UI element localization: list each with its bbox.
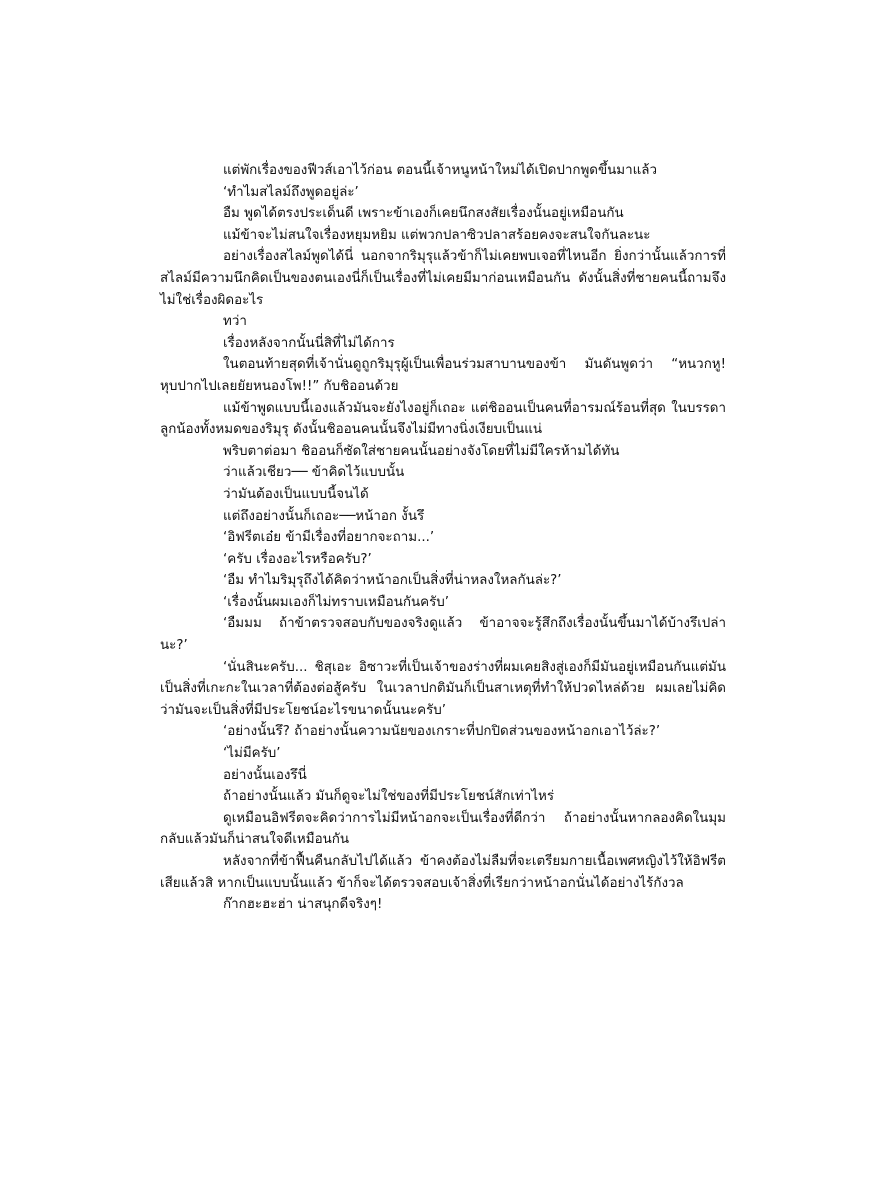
paragraph: ‘ครับ เรื่องอะไรหรือครับ?’ — [223, 551, 372, 567]
paragraph: อืม พูดได้ตรงประเด็นดี เพราะข้าเองก็เคยนึกสงสัยเรื่องนั้นอยู่เหมือนกัน — [223, 206, 624, 222]
paragraph: แม้ข้าพูดแบบนี้เองแล้วมันจะยังไงอยู่ก็เถอะ แต่ชิออนเป็นคนที่อารมณ์ร้อนที่สุด ในบรรดาลูกน้องทั้งหมดของริมุรุ ดังนั้นชิออนคนนั้นจึงไม่มีทางนิ่งเงียบเป็นแน่ — [160, 400, 726, 438]
paragraph: ว่ามันต้องเป็นแบบนี้จนได้ — [223, 486, 369, 502]
paragraph: เรื่องหลังจากนั้นนี่สิที่ไม่ได้การ — [223, 335, 395, 351]
paragraph: ‘อย่างนั้นรึ? ถ้าอย่างนั้นความนัยของเกราะที่ปกปิดส่วนของหน้าอกเอาไว้ล่ะ?’ — [223, 724, 661, 740]
paragraph: ก๊ากฮะฮะฮ่า น่าสนุกดีจริงๆ! — [223, 897, 383, 913]
paragraph: ถ้าอย่างนั้นแล้ว มันก็ดูจะไม่ใช่ของที่มีประโยชน์สักเท่าไหร่ — [223, 789, 555, 805]
paragraph: อย่างนั้นเองรึนี่ — [223, 767, 307, 783]
paragraph: ‘อิฟรีตเอ๋ย ข้ามีเรื่องที่อยากจะถาม...’ — [223, 530, 435, 546]
paragraph: ‘เรื่องนั้นผมเองก็ไม่ทราบเหมือนกันครับ’ — [223, 594, 450, 610]
paragraph: ดูเหมือนอิฟรีตจะคิดว่าการไม่มีหน้าอกจะเป็นเรื่องที่ดีกว่า ถ้าอย่างนั้นหากลองคิดในมุมกลับแล้วมันก็น่าสนใจดีเหมือนกัน — [160, 810, 726, 848]
paragraph: อย่างเรื่องสไลม์พูดได้นี่ นอกจากริมุรุแล้วข้าก็ไม่เคยพบเจอที่ไหนอีก ยิ่งกว่านั้นแล้วการที่สไลม์มีความนึกคิดเป็นของตนเองนี่ก็เป็นเรื่องที่ไม่เคยมีมาก่อนเหมือนกัน ดังนั้นสิ่งที่ชายคนนี้ถามจึงไม่ใช่เรื่องผิดอะไร — [160, 249, 726, 308]
paragraph: ทว่า — [223, 314, 247, 330]
paragraph: ‘ทำไมสไลม์ถึงพูดอยู่ล่ะ’ — [223, 184, 359, 200]
paragraph: ‘อืมมม ถ้าข้าตรวจสอบกับของจริงดูแล้ว ข้าอาจจะรู้สึกถึงเรื่องนั้นขึ้นมาได้บ้างรึเปล่านะ?’ — [160, 616, 726, 654]
paragraph: หลังจากที่ข้าฟื้นคืนกลับไปได้แล้ว ข้าคงต้องไม่ลืมที่จะเตรียมกายเนื้อเพศหญิงไว้ให้อิฟรีตเสียแล้วสิ หากเป็นแบบนั้นแล้ว ข้าก็จะได้ตรวจสอบเจ้าสิ่งที่เรียกว่าหน้าอกนั่นได้อย่างไร้กังวล — [160, 854, 726, 891]
paragraph: แม้ข้าจะไม่สนใจเรื่องหยุมหยิม แต่พวกปลาซิวปลาสร้อยคงจะสนใจกันละนะ — [223, 227, 651, 243]
paragraph: แต่ถึงอย่างนั้นก็เถอะ──หน้าอก งั้นรึ — [223, 508, 425, 524]
paragraph: ‘อืม ทำไมริมุรุถึงได้คิดว่าหน้าอกเป็นสิ่งที่น่าหลงใหลกันล่ะ?’ — [223, 573, 562, 589]
paragraph: ว่าแล้วเชียว── ข้าคิดไว้แบบนั้น — [223, 465, 405, 481]
paragraph: แต่พักเรื่องของฟีวส์เอาไว้ก่อน ตอนนี้เจ้าหนูหน้าใหม่ได้เปิดปากพูดขึ้นมาแล้ว — [223, 163, 657, 178]
paragraph: ในตอนท้ายสุดที่เจ้านั่นดูถูกริมุรุผู้เป็นเพื่อนร่วมสาบานของข้า มันดันพูดว่า “หนวกหู! หุบปากไปเลยยัยหนองโพ!!” กับชิออนด้วย — [160, 357, 726, 394]
body-text — [160, 160, 726, 916]
paragraph: พริบตาต่อมา ชิออนก็ซัดใส่ชายคนนั้นอย่างจังโดยที่ไม่มีใครห้ามได้ทัน — [223, 443, 620, 459]
paragraph: ‘ไม่มีครับ’ — [223, 746, 281, 762]
paragraph: ‘นั่นสินะครับ... ชิสุเอะ อิซาวะที่เป็นเจ้าของร่างที่ผมเคยสิงสู่เองก็มีมันอยู่เหมือนกันแต่มันเป็นสิ่งที่เกะกะในเวลาที่ต้องต่อสู้ครับ ในเวลาปกติมันก็เป็นสาเหตุที่ทำให้ปวดไหล่ด้วย ผมเลยไม่คิดว่ามันจะเป็นสิ่งที่มีประโยชน์อะไรขนาดนั้นนะครับ’ — [160, 659, 726, 718]
